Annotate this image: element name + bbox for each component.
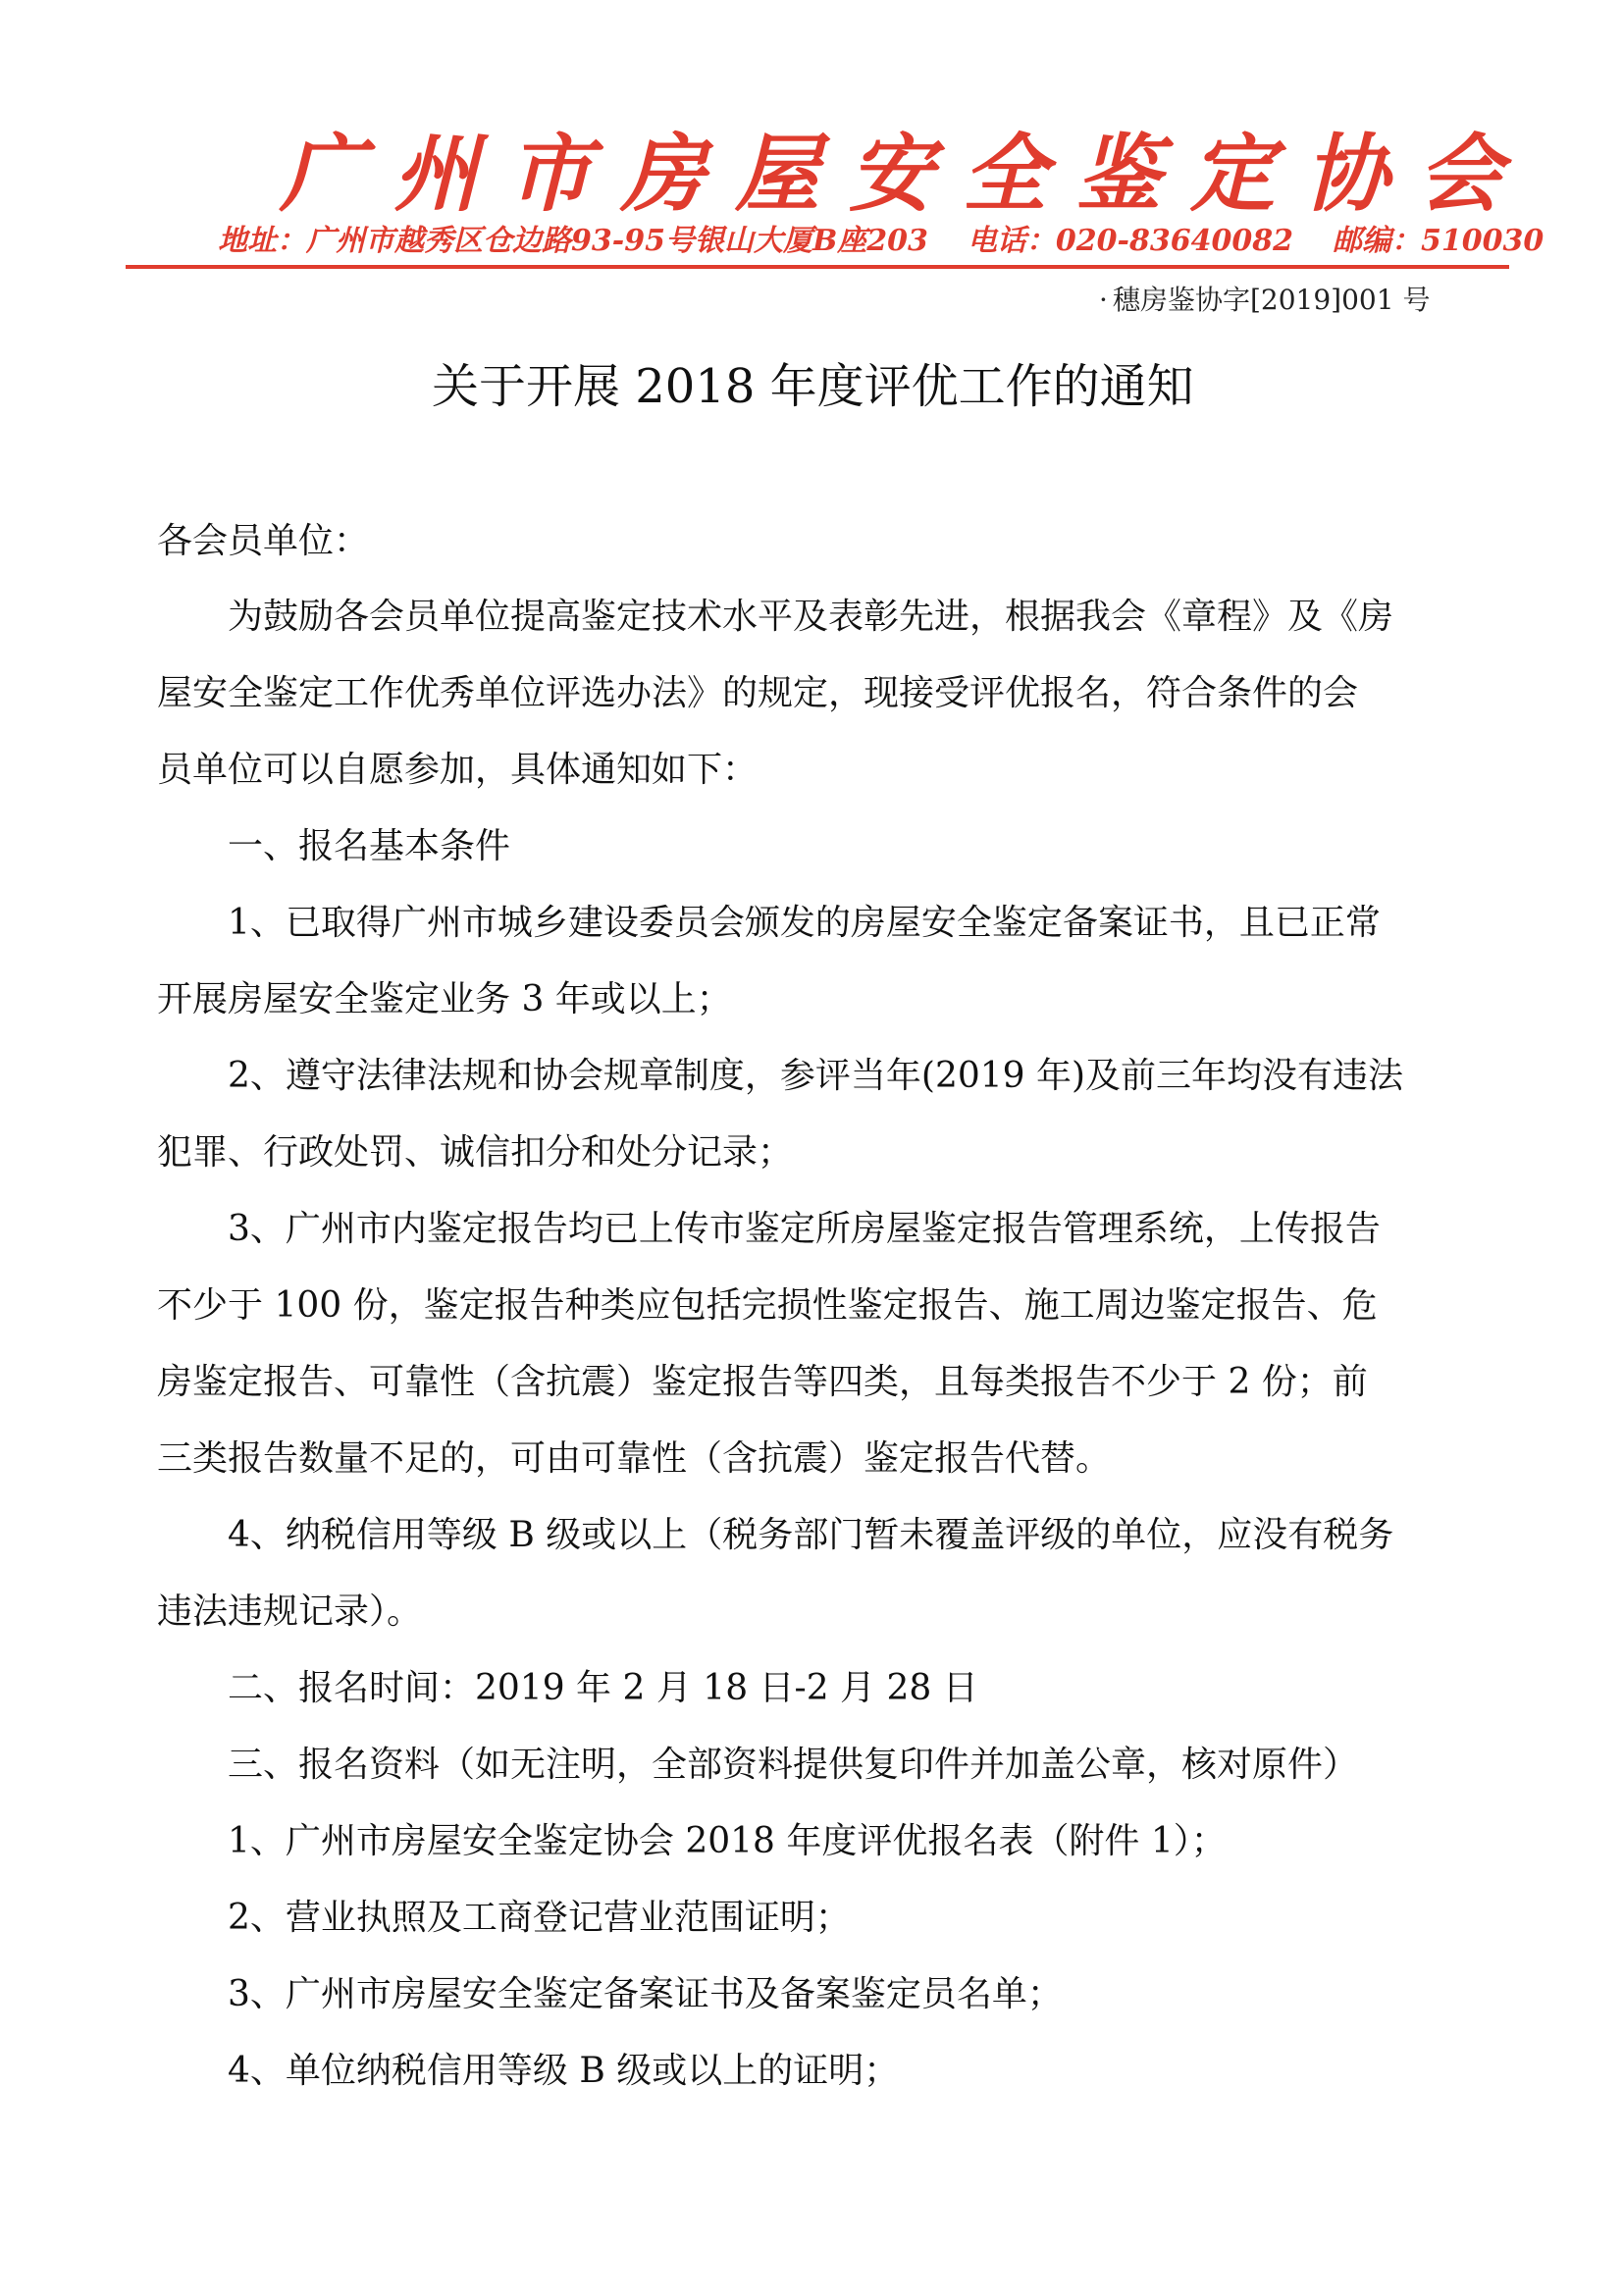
document-number: · 穗房鉴协字[2019]001 号 bbox=[1099, 284, 1431, 316]
item-1-line-1: 1、已取得广州市城乡建设委员会颁发的房屋安全鉴定备案证书，且已正常 bbox=[228, 903, 1381, 943]
letterhead-postcode: 邮编：510030 bbox=[1333, 224, 1544, 258]
material-4: 4、单位纳税信用等级 B 级或以上的证明； bbox=[228, 2051, 900, 2091]
section-1-heading: 一、报名基本条件 bbox=[228, 826, 511, 866]
item-4-line-1: 4、纳税信用等级 B 级或以上（税务部门暂未覆盖评级的单位，应没有税务 bbox=[228, 1515, 1394, 1555]
salutation: 各会员单位： bbox=[157, 521, 370, 561]
item-4-line-2: 违法违规记录）。 bbox=[157, 1592, 423, 1632]
item-3-line-1: 3、广州市内鉴定报告均已上传市鉴定所房屋鉴定报告管理系统，上传报告 bbox=[228, 1209, 1381, 1249]
intro-line-2: 屋安全鉴定工作优秀单位评选办法》的规定，现接受评优报名，符合条件的会 bbox=[157, 673, 1359, 713]
item-3-line-3: 房鉴定报告、可靠性（含抗震）鉴定报告等四类，且每类报告不少于 2 份；前 bbox=[157, 1362, 1368, 1402]
intro-line-1: 为鼓励各会员单位提高鉴定技术水平及表彰先进，根据我会《章程》及《房 bbox=[228, 597, 1394, 637]
letterhead-contact bbox=[218, 218, 1544, 265]
item-1-line-2: 开展房屋安全鉴定业务 3 年或以上； bbox=[157, 979, 732, 1019]
intro-line-3: 员单位可以自愿参加，具体通知如下： bbox=[157, 750, 759, 790]
item-3-line-4: 三类报告数量不足的，可由可靠性（含抗震）鉴定报告代替。 bbox=[157, 1438, 1112, 1479]
item-2-line-2: 犯罪、行政处罚、诚信扣分和处分记录； bbox=[157, 1132, 794, 1173]
material-3: 3、广州市房屋安全鉴定备案证书及备案鉴定员名单； bbox=[228, 1974, 1063, 2014]
letterhead-phone: 电话：020-83640082 bbox=[967, 224, 1294, 258]
letterhead-title: 广州市房屋安全鉴定协会 bbox=[280, 125, 1532, 224]
letterhead-divider bbox=[126, 265, 1509, 269]
letterhead-address: 地址：广州市越秀区仓边路93-95号银山大厦B座203 bbox=[218, 224, 928, 258]
material-2: 2、营业执照及工商登记营业范围证明； bbox=[228, 1898, 851, 1938]
item-3-line-2: 不少于 100 份，鉴定报告种类应包括完损性鉴定报告、施工周边鉴定报告、危 bbox=[157, 1285, 1378, 1326]
document-title: 关于开展 2018 年度评优工作的通知 bbox=[432, 359, 1194, 414]
item-2-line-1: 2、遵守法律法规和协会规章制度，参评当年(2019 年)及前三年均没有违法 bbox=[228, 1056, 1404, 1096]
section-2-registration-time: 二、报名时间：2019 年 2 月 18 日-2 月 28 日 bbox=[228, 1668, 978, 1708]
material-1: 1、广州市房屋安全鉴定协会 2018 年度评优报名表（附件 1）； bbox=[228, 1821, 1227, 1861]
section-3-heading: 三、报名资料（如无注明，全部资料提供复印件并加盖公章，核对原件） bbox=[228, 1745, 1359, 1785]
document-number-text: 穗房鉴协字[2019]001 号 bbox=[1113, 284, 1431, 316]
